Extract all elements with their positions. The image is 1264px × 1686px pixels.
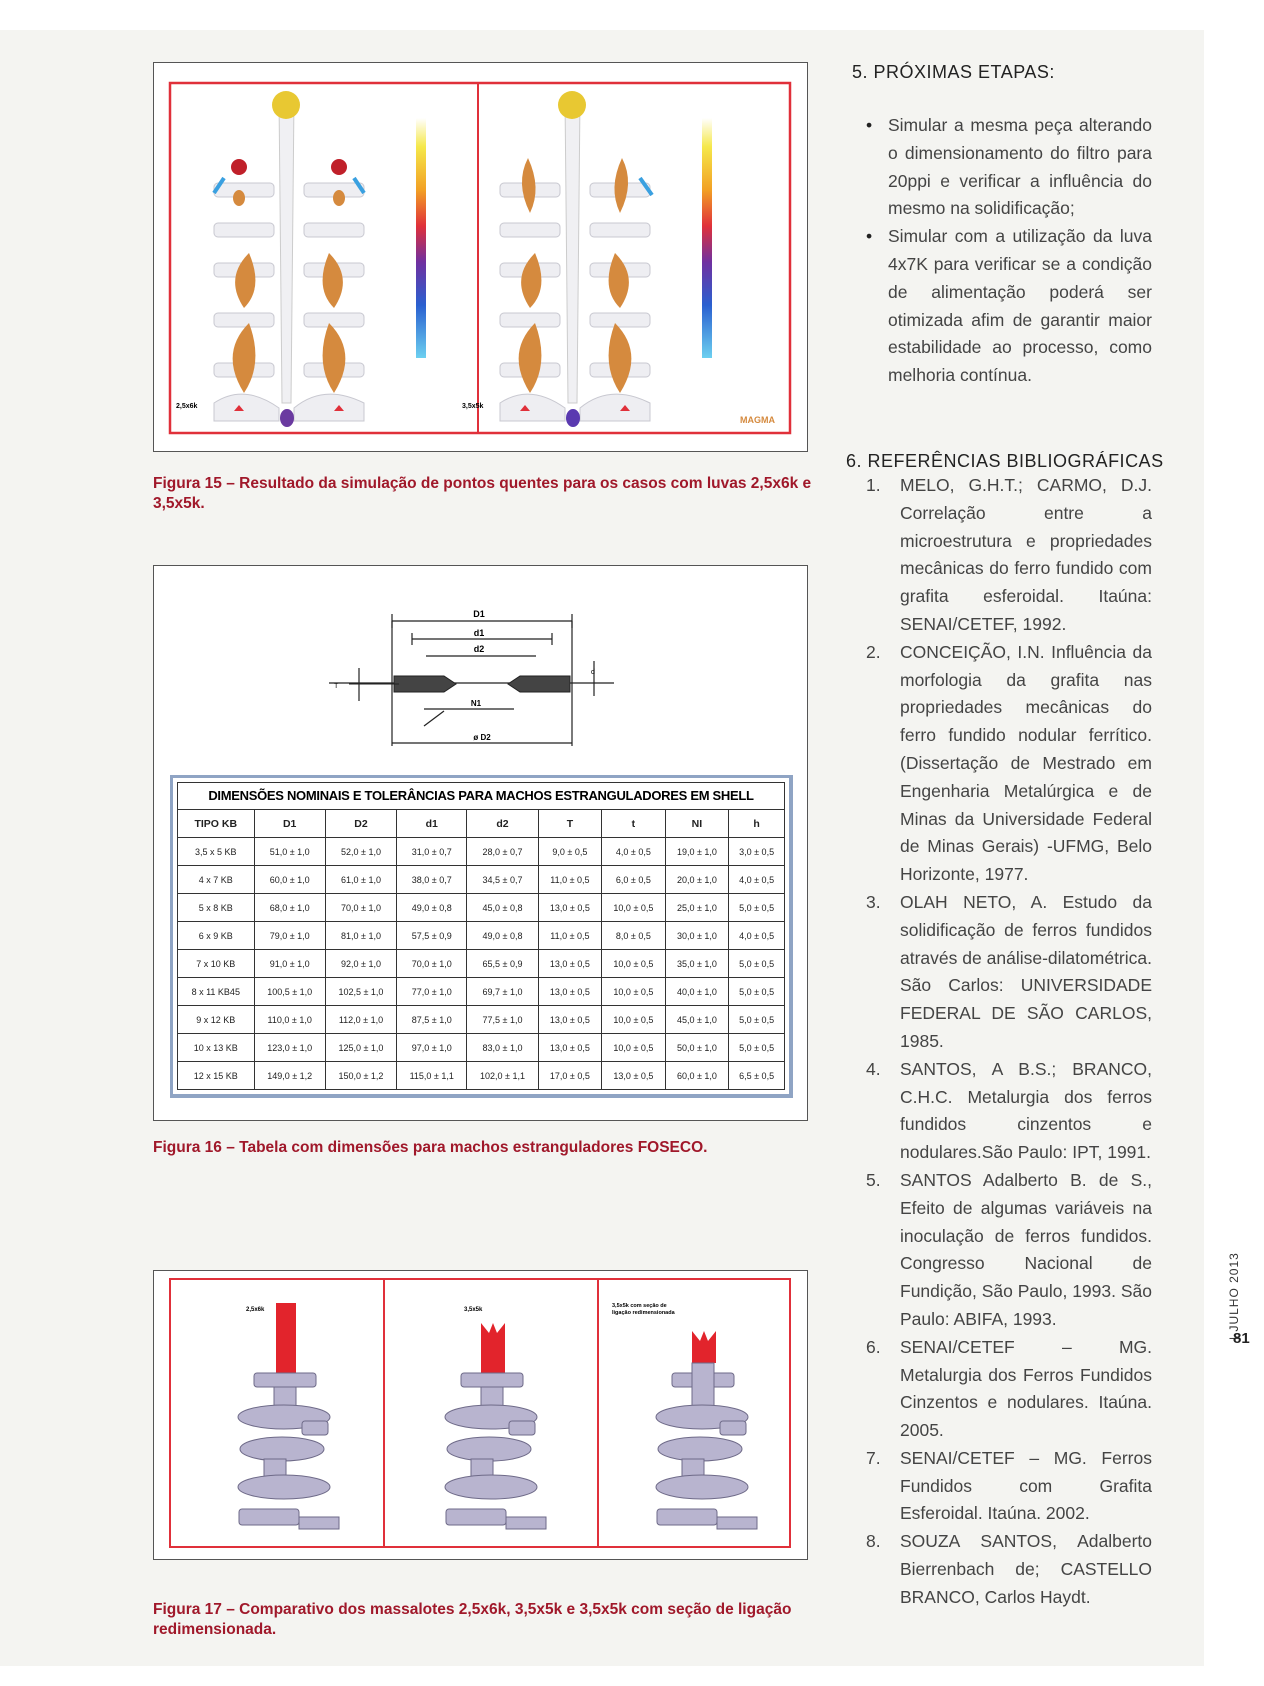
section-5-heading: 5. PRÓXIMAS ETAPAS: xyxy=(852,62,1055,82)
figure-15 xyxy=(153,62,808,452)
table-cell: 8 x 11 KB45 xyxy=(178,978,255,1006)
table-cell: 31,0 ± 0,7 xyxy=(397,838,467,866)
table-cell: 13,0 ± 0,5 xyxy=(538,1034,602,1062)
table-cell: 50,0 ± 1,0 xyxy=(665,1034,729,1062)
table-cell: 20,0 ± 1,0 xyxy=(665,866,729,894)
table-row xyxy=(178,894,785,922)
section-6-heading: 6. REFERÊNCIAS BIBLIOGRÁFICAS xyxy=(846,451,1164,471)
magma-logo: MAGMA xyxy=(740,415,775,425)
reference-item xyxy=(860,1528,1152,1611)
table-cell: 87,5 ± 1,0 xyxy=(397,1006,467,1034)
table-cell: 49,0 ± 0,8 xyxy=(467,922,538,950)
right-panel-label: 3,5x5k xyxy=(462,403,484,410)
table-cell: 125,0 ± 1,0 xyxy=(325,1034,396,1062)
table-row xyxy=(178,866,785,894)
table-title: DIMENSÕES NOMINAIS E TOLERÂNCIAS PARA MACHOS ESTRANGULADORES EM SHELL xyxy=(177,782,785,809)
reference-text: SANTOS Adalberto B. de S., Efeito de algumas variáveis na inoculação de ferros fundidos. Congresso Nacional de Fundição, São Paulo, 1993. São Paulo: ABIFA, 1993. xyxy=(900,1169,1152,1329)
figure-15-caption: Figura 15 – Resultado da simulação de pontos quentes para os casos com luvas 2,5x6k e 3,5x5k. xyxy=(153,475,812,512)
drawing-label-T: T xyxy=(334,683,339,690)
figure-17 xyxy=(153,1270,808,1560)
table-cell: 79,0 ± 1,0 xyxy=(254,922,325,950)
reference-item xyxy=(860,472,1152,639)
table-cell: 4,0 ± 0,5 xyxy=(729,922,785,950)
table-cell: 10,0 ± 0,5 xyxy=(602,894,666,922)
drawing-label-D1: D1 xyxy=(473,609,485,619)
table-cell: 123,0 ± 1,0 xyxy=(254,1034,325,1062)
figure-16 xyxy=(153,565,808,1121)
drawing-label-d: d xyxy=(591,669,595,676)
panel-label-3: 3,5x5k com seção de ligação redimensionada xyxy=(612,1303,675,1316)
table-cell: 70,0 ± 1,0 xyxy=(397,950,467,978)
table-cell: 4,0 ± 0,5 xyxy=(729,866,785,894)
table-cell: 77,0 ± 1,0 xyxy=(397,978,467,1006)
reference-text: MELO, G.H.T.; CARMO, D.J. Correlação entre a microestrutura e propriedades mecânicas do ferro fundido com grafita esferoidal. Itaúna: SENAI/CETEF, 1992. xyxy=(900,475,1152,634)
table-cell: 65,5 ± 0,9 xyxy=(467,950,538,978)
table-cell: 10,0 ± 0,5 xyxy=(602,978,666,1006)
table-cell: 6,0 ± 0,5 xyxy=(602,866,666,894)
table-cell: 61,0 ± 1,0 xyxy=(325,866,396,894)
table-cell: 4,0 ± 0,5 xyxy=(602,838,666,866)
reference-item xyxy=(860,1445,1152,1528)
table-header-row xyxy=(178,810,785,838)
reference-text: SANTOS, A B.S.; BRANCO, C.H.C. Metalurgia dos ferros fundidos cinzentos e nodulares.São Paulo: IPT, 1991. xyxy=(900,1058,1152,1163)
panel-label-1: 2,5x6k xyxy=(246,1307,265,1313)
table-cell: 5,0 ± 0,5 xyxy=(729,894,785,922)
table-cell: 30,0 ± 1,0 xyxy=(665,922,729,950)
core-technical-drawing xyxy=(154,566,807,766)
reference-number: 3. xyxy=(866,891,881,912)
table-cell: 102,5 ± 1,0 xyxy=(325,978,396,1006)
drawing-label-d1: d1 xyxy=(473,628,485,638)
table-cell: 149,0 ± 1,2 xyxy=(254,1062,325,1090)
table-cell: 13,0 ± 0,5 xyxy=(538,1006,602,1034)
table-cell: 115,0 ± 1,1 xyxy=(397,1062,467,1090)
left-panel-label: 2,5x6k xyxy=(176,403,198,410)
table-cell: 77,5 ± 1,0 xyxy=(467,1006,538,1034)
table-cell: 60,0 ± 1,0 xyxy=(665,1062,729,1090)
table-cell: 5,0 ± 0,5 xyxy=(729,978,785,1006)
reference-number: 4. xyxy=(866,1058,881,1079)
table-header: d2 xyxy=(467,810,538,838)
table-cell: 97,0 ± 1,0 xyxy=(397,1034,467,1062)
table-row xyxy=(178,1006,785,1034)
table-cell: 12 x 15 KB xyxy=(178,1062,255,1090)
table-header: NI xyxy=(665,810,729,838)
table-cell: 40,0 ± 1,0 xyxy=(665,978,729,1006)
table-cell: 69,7 ± 1,0 xyxy=(467,978,538,1006)
table-cell: 5,0 ± 0,5 xyxy=(729,950,785,978)
table-header: d1 xyxy=(397,810,467,838)
drawing-label-d2: d2 xyxy=(473,644,485,654)
table-row xyxy=(178,838,785,866)
references-list xyxy=(860,472,1152,1612)
page-number: 81 xyxy=(1233,1330,1250,1347)
reference-number: 8. xyxy=(866,1531,881,1552)
table-row xyxy=(178,1062,785,1090)
reference-text: SENAI/CETEF – MG. Metalurgia dos Ferros Fundidos Cinzentos e nodulares. Itaúna. 2005. xyxy=(900,1336,1152,1441)
reference-text: SENAI/CETEF – MG. Ferros Fundidos com Grafita Esferoidal. Itaúna. 2002. xyxy=(900,1447,1152,1524)
reference-item xyxy=(860,1167,1152,1334)
table-header: h xyxy=(729,810,785,838)
table-cell: 52,0 ± 1,0 xyxy=(325,838,396,866)
table-cell: 81,0 ± 1,0 xyxy=(325,922,396,950)
issue-date-label: | JULHO 2013 xyxy=(1227,1252,1241,1340)
reference-item xyxy=(860,889,1152,1056)
table-row xyxy=(178,950,785,978)
drawing-label-N1: N1 xyxy=(470,699,482,708)
table-header: t xyxy=(602,810,666,838)
table-cell: 45,0 ± 0,8 xyxy=(467,894,538,922)
table-header: D1 xyxy=(254,810,325,838)
table-cell: 19,0 ± 1,0 xyxy=(665,838,729,866)
reference-text: CONCEIÇÃO, I.N. Influência da morfologia da grafita nas propriedades mecânicas do ferro fundido nodular ferrítico. (Dissertação de Mestrado em Engenharia Metalúrgica e de Minas da Universidade Federal de Minas Gerais) -UFMG, Belo Horizonte, 1977. xyxy=(900,641,1152,885)
table-cell: 34,5 ± 0,7 xyxy=(467,866,538,894)
table-cell: 10,0 ± 0,5 xyxy=(602,950,666,978)
table-cell: 9,0 ± 0,5 xyxy=(538,838,602,866)
table-cell: 102,0 ± 1,1 xyxy=(467,1062,538,1090)
reference-item xyxy=(860,1056,1152,1167)
drawing-label-D2: ø D2 xyxy=(473,733,491,742)
table-cell: 5,0 ± 0,5 xyxy=(729,1034,785,1062)
table-cell: 13,0 ± 0,5 xyxy=(538,894,602,922)
table-cell: 6,5 ± 0,5 xyxy=(729,1062,785,1090)
table-cell: 112,0 ± 1,0 xyxy=(325,1006,396,1034)
table-cell: 13,0 ± 0,5 xyxy=(538,978,602,1006)
table-cell: 10 x 13 KB xyxy=(178,1034,255,1062)
table-row xyxy=(178,922,785,950)
list-item: • Simular a mesma peça alterando o dimensionamento do filtro para 20ppi e verificar a influência do mesmo na solidificação; xyxy=(860,112,1152,223)
reference-item xyxy=(860,639,1152,889)
table-cell: 35,0 ± 1,0 xyxy=(665,950,729,978)
reference-number: 5. xyxy=(866,1169,881,1190)
next-steps-list xyxy=(860,112,1152,390)
table-cell: 3,5 x 5 KB xyxy=(178,838,255,866)
feeder-comparison-image xyxy=(154,1271,807,1559)
dimensions-table xyxy=(177,809,785,1090)
table-cell: 49,0 ± 0,8 xyxy=(397,894,467,922)
reference-number: 6. xyxy=(866,1336,881,1357)
reference-text: OLAH NETO, A. Estudo da solidificação de ferros fundidos através de análise-dilatométrica. São Carlos: UNIVERSIDADE FEDERAL DE SÃO CARLOS, 1985. xyxy=(900,891,1152,1051)
table-cell: 25,0 ± 1,0 xyxy=(665,894,729,922)
table-cell: 57,5 ± 0,9 xyxy=(397,922,467,950)
figure-16-caption: Figura 16 – Tabela com dimensões para machos estranguladores FOSECO. xyxy=(153,1139,708,1156)
table-cell: 8,0 ± 0,5 xyxy=(602,922,666,950)
table-cell: 110,0 ± 1,0 xyxy=(254,1006,325,1034)
table-cell: 13,0 ± 0,5 xyxy=(538,950,602,978)
table-cell: 5 x 8 KB xyxy=(178,894,255,922)
table-cell: 92,0 ± 1,0 xyxy=(325,950,396,978)
reference-number: 7. xyxy=(866,1447,881,1468)
table-cell: 4 x 7 KB xyxy=(178,866,255,894)
table-cell: 100,5 ± 1,0 xyxy=(254,978,325,1006)
table-header: T xyxy=(538,810,602,838)
reference-text: SOUZA SANTOS, Adalberto Bierrenbach de; CASTELLO BRANCO, Carlos Haydt. xyxy=(900,1531,1152,1607)
panel-label-2: 3,5x5k xyxy=(464,1307,483,1313)
table-cell: 9 x 12 KB xyxy=(178,1006,255,1034)
table-cell: 38,0 ± 0,7 xyxy=(397,866,467,894)
table-body xyxy=(178,838,785,1090)
table-header: TIPO KB xyxy=(178,810,255,838)
table-header: D2 xyxy=(325,810,396,838)
table-row xyxy=(178,978,785,1006)
figure-17-caption: Figura 17 – Comparativo dos massalotes 2,5x6k, 3,5x5k e 3,5x5k com seção de ligação redimensionada. xyxy=(153,1601,792,1638)
dimensions-table-wrapper xyxy=(170,775,793,1098)
table-cell: 150,0 ± 1,2 xyxy=(325,1062,396,1090)
table-cell: 51,0 ± 1,0 xyxy=(254,838,325,866)
table-cell: 5,0 ± 0,5 xyxy=(729,1006,785,1034)
table-cell: 70,0 ± 1,0 xyxy=(325,894,396,922)
reference-number: 2. xyxy=(866,641,881,662)
list-item: • Simular com a utilização da luva 4x7K para verificar se a condição de alimentação poderá ser otimizada afim de garantir maior estabilidade ao processo, como melhoria contínua. xyxy=(860,223,1152,390)
table-cell: 28,0 ± 0,7 xyxy=(467,838,538,866)
table-cell: 68,0 ± 1,0 xyxy=(254,894,325,922)
reference-number: 1. xyxy=(866,475,881,495)
table-cell: 10,0 ± 0,5 xyxy=(602,1034,666,1062)
table-cell: 13,0 ± 0,5 xyxy=(602,1062,666,1090)
table-cell: 17,0 ± 0,5 xyxy=(538,1062,602,1090)
table-cell: 7 x 10 KB xyxy=(178,950,255,978)
table-cell: 3,0 ± 0,5 xyxy=(729,838,785,866)
reference-item xyxy=(860,1334,1152,1445)
hot-spot-simulation-image xyxy=(154,63,807,451)
table-cell: 11,0 ± 0,5 xyxy=(538,922,602,950)
table-cell: 91,0 ± 1,0 xyxy=(254,950,325,978)
table-cell: 10,0 ± 0,5 xyxy=(602,1006,666,1034)
table-cell: 45,0 ± 1,0 xyxy=(665,1006,729,1034)
table-cell: 11,0 ± 0,5 xyxy=(538,866,602,894)
table-cell: 83,0 ± 1,0 xyxy=(467,1034,538,1062)
table-row xyxy=(178,1034,785,1062)
table-cell: 60,0 ± 1,0 xyxy=(254,866,325,894)
table-cell: 6 x 9 KB xyxy=(178,922,255,950)
